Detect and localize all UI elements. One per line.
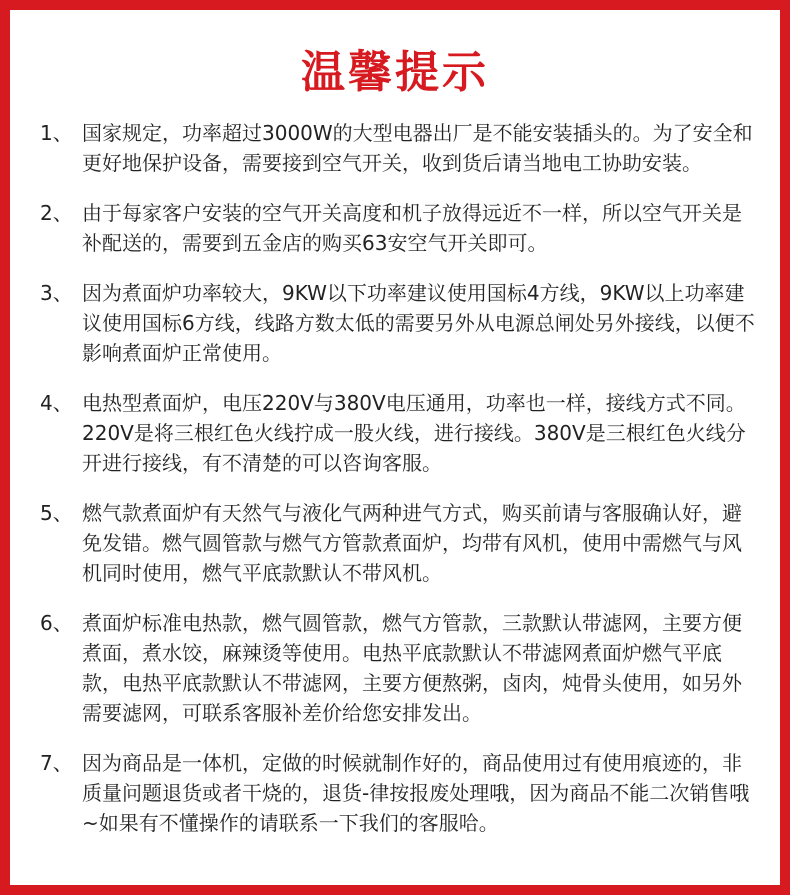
notice-item	[40, 278, 760, 368]
notice-item	[40, 388, 760, 478]
notice-item-text: 电热型煮面炉，电压220V与380V电压通用，功率也一样，接线方式不同。220V是将三根红色火线拧成一股火线，进行接线。380V是三根红色火线分开进行接线，有不清楚的可以咨询客服。	[82, 391, 746, 475]
notice-item-number: 1、	[40, 121, 73, 145]
notice-item-text: 因为商品是一体机，定做的时候就制作好的，商品使用过有使用痕迹的，非质量问题退货或者干烧的，退货-律按报废处理哦，因为商品不能二次销售哦~如果有不懂操作的请联系一下我们的客服哈。	[82, 751, 750, 835]
notice-item-number: 4、	[40, 391, 73, 415]
notice-item-number: 3、	[40, 281, 73, 305]
notice-item-text: 国家规定，功率超过3000W的大型电器出厂是不能安装插头的。为了安全和更好地保护设备，需要接到空气开关，收到货后请当地电工协助安装。	[82, 121, 753, 175]
notice-item-text: 燃气款煮面炉有天然气与液化气两种进气方式，购买前请与客服确认好，避免发错。燃气圆管款与燃气方管款煮面炉，均带有风机，使用中需燃气与风机同时使用，燃气平底款默认不带风机。	[82, 501, 742, 585]
notice-item-number: 5、	[40, 501, 73, 525]
page-title: 温馨提示	[301, 47, 489, 98]
notice-item-number: 6、	[40, 611, 73, 635]
notice-list	[40, 118, 760, 858]
notice-item	[40, 608, 760, 728]
notice-item	[40, 198, 760, 258]
notice-item-text: 由于每家客户安装的空气开关高度和机子放得远近不一样，所以空气开关是补配送的，需要到五金店的购买63安空气开关即可。	[82, 201, 742, 255]
notice-item-number: 7、	[40, 751, 73, 775]
notice-item-number: 2、	[40, 201, 73, 225]
notice-item	[40, 748, 760, 838]
notice-item-text: 煮面炉标准电热款，燃气圆管款，燃气方管款，三款默认带滤网，主要方便煮面，煮水饺，麻辣烫等使用。电热平底款默认不带滤网煮面炉燃气平底款，电热平底款默认不带滤网，主要方便熬粥，卤肉，炖骨头使用，如另外需要滤网，可联系客服补差价给您安排发出。	[82, 611, 742, 725]
notice-item	[40, 498, 760, 588]
notice-item	[40, 118, 760, 178]
notice-item-text: 因为煮面炉功率较大，9KW以下功率建议使用国标4方线，9KW以上功率建议使用国标6方线，线路方数太低的需要另外从电源总闸处另外接线，以便不影响煮面炉正常使用。	[82, 281, 755, 365]
